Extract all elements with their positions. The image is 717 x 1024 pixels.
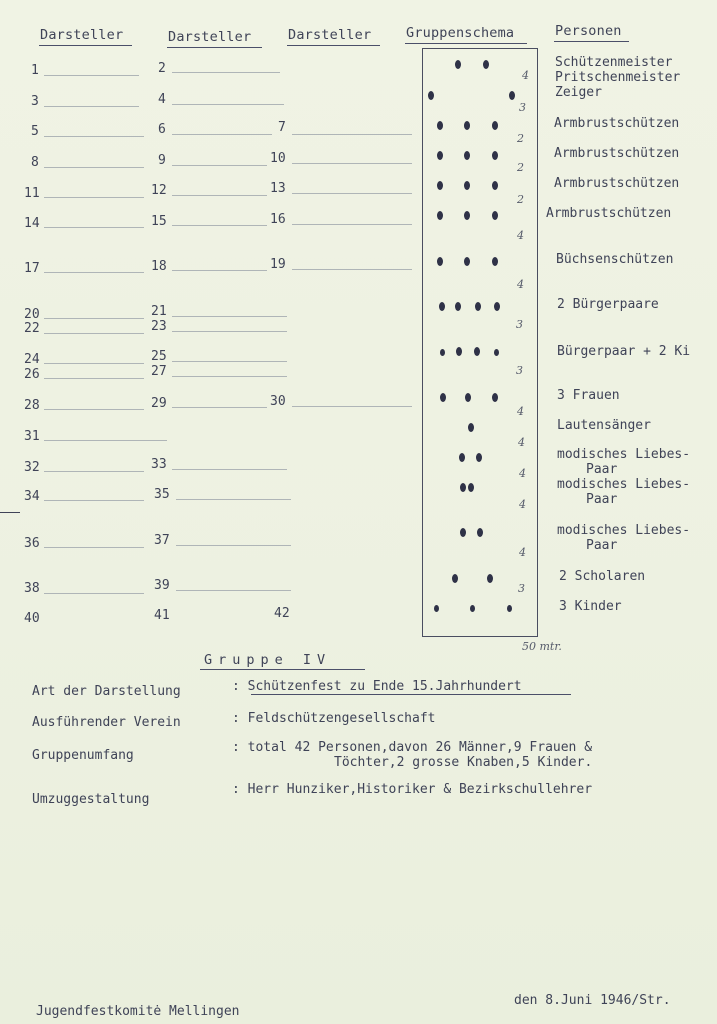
detail-value-darstellung: : Schützenfest zu Ende 15.Jahrhundert	[232, 679, 522, 694]
person-dot	[470, 605, 475, 612]
entry-line	[172, 316, 287, 317]
entry-line	[44, 593, 144, 594]
number-30: 30	[270, 394, 286, 409]
person-dot	[475, 302, 481, 311]
person-dot	[437, 181, 443, 190]
person-dot	[460, 528, 466, 537]
number-3: 3	[31, 94, 39, 109]
number-9: 9	[158, 153, 166, 168]
header-underline	[287, 45, 380, 46]
number-20: 20	[24, 307, 40, 322]
entry-line	[172, 195, 267, 196]
entry-line	[172, 104, 284, 105]
number-12: 12	[151, 183, 167, 198]
entry-line	[172, 72, 280, 73]
person-label: Lautensänger	[557, 418, 651, 433]
entry-line	[44, 318, 144, 319]
header-underline	[405, 43, 527, 44]
entry-line	[44, 197, 144, 198]
number-22: 22	[24, 321, 40, 336]
person-label: 3 Kinder	[559, 599, 622, 614]
spacing-note: 4	[519, 467, 526, 480]
person-dot	[439, 302, 445, 311]
entry-line	[44, 500, 144, 501]
number-28: 28	[24, 398, 40, 413]
number-1: 1	[31, 63, 39, 78]
footer-date: den 8.Juni 1946/Str.	[514, 993, 671, 1008]
number-39: 39	[154, 578, 170, 593]
spacing-note: 2	[517, 161, 524, 174]
entry-line	[44, 333, 144, 334]
person-dot	[456, 347, 462, 356]
detail-value-verein: : Feldschützengesellschaft	[232, 711, 436, 726]
entry-line	[172, 376, 287, 377]
person-dot	[483, 60, 489, 69]
person-dot	[468, 483, 474, 492]
number-41: 41	[154, 608, 170, 623]
detail-label-umfang: Gruppenumfang	[32, 748, 134, 763]
person-dot	[465, 393, 471, 402]
entry-line	[172, 331, 287, 332]
header-personen: Personen	[555, 23, 622, 39]
number-33: 33	[151, 457, 167, 472]
number-34: 34	[24, 489, 40, 504]
number-2: 2	[158, 61, 166, 76]
number-21: 21	[151, 304, 167, 319]
header-gruppenschema: Gruppenschema	[406, 25, 515, 41]
entry-line	[176, 590, 291, 591]
detail-value-umfang-2: Töchter,2 grosse Knaben,5 Kinder.	[334, 755, 593, 770]
group-title-underline	[200, 669, 365, 670]
spacing-note: 4	[517, 405, 524, 418]
person-dot	[492, 151, 498, 160]
number-32: 32	[24, 460, 40, 475]
person-dot	[468, 423, 474, 432]
entry-line	[172, 361, 287, 362]
number-40: 40	[24, 611, 40, 626]
person-dot	[434, 605, 439, 612]
person-dot	[477, 528, 483, 537]
person-dot	[428, 91, 434, 100]
entry-line	[172, 469, 287, 470]
number-35: 35	[154, 487, 170, 502]
person-dot	[437, 121, 443, 130]
person-dot	[459, 453, 465, 462]
entry-line	[292, 224, 412, 225]
person-label: modisches Liebes-	[557, 477, 691, 492]
person-label: Armbrustschützen	[554, 176, 680, 191]
person-label: Armbrustschützen	[546, 206, 672, 221]
number-19: 19	[270, 257, 286, 272]
person-dot	[492, 121, 498, 130]
entry-line	[44, 409, 144, 410]
person-dot	[464, 151, 470, 160]
number-14: 14	[24, 216, 40, 231]
number-29: 29	[151, 396, 167, 411]
spacing-note: 3	[516, 364, 523, 377]
scale-note: 50 mtr.	[522, 640, 562, 653]
entry-line	[172, 225, 267, 226]
number-11: 11	[24, 186, 40, 201]
person-label: Pritschenmeister	[555, 70, 681, 85]
number-16: 16	[270, 212, 286, 227]
header-underline	[554, 41, 629, 42]
number-37: 37	[154, 533, 170, 548]
person-dot	[455, 60, 461, 69]
entry-line	[172, 134, 272, 135]
entry-line	[44, 471, 144, 472]
entry-line	[172, 165, 267, 166]
number-4: 4	[158, 92, 166, 107]
number-13: 13	[270, 181, 286, 196]
header-darsteller-2: Darsteller	[168, 29, 252, 45]
number-15: 15	[151, 214, 167, 229]
spacing-note: 3	[516, 318, 523, 331]
entry-line	[292, 134, 412, 135]
number-5: 5	[31, 124, 39, 139]
person-label: modisches Liebes-	[557, 447, 691, 462]
number-26: 26	[24, 367, 40, 382]
number-18: 18	[151, 259, 167, 274]
person-dot	[460, 483, 466, 492]
detail-value-underline	[251, 694, 571, 695]
spacing-note: 4	[522, 69, 529, 82]
person-dot	[492, 393, 498, 402]
person-dot	[476, 453, 482, 462]
person-label: 3 Frauen	[557, 388, 620, 403]
detail-label-umzug: Umzuggestaltung	[32, 792, 150, 807]
person-dot	[452, 574, 458, 583]
person-label: Paar	[586, 538, 618, 553]
person-dot	[487, 574, 493, 583]
footer-committee: Jugendfestkomitė Mellingen	[36, 1004, 240, 1019]
number-10: 10	[270, 151, 286, 166]
person-dot	[464, 257, 470, 266]
person-label: Büchsenschützen	[556, 252, 674, 267]
person-label: Bürgerpaar + 2 Ki	[557, 344, 691, 359]
person-dot	[440, 393, 446, 402]
number-7: 7	[278, 120, 286, 135]
header-underline	[167, 47, 262, 48]
spacing-note: 4	[517, 229, 524, 242]
entry-line	[292, 193, 412, 194]
entry-line	[292, 163, 412, 164]
spacing-note: 4	[519, 546, 526, 559]
person-label: Paar	[586, 492, 618, 507]
number-17: 17	[24, 261, 40, 276]
person-dot	[440, 349, 445, 356]
spacing-note: 2	[517, 132, 524, 145]
entry-line	[292, 406, 412, 407]
person-dot	[507, 605, 512, 612]
person-label: modisches Liebes-	[557, 523, 691, 538]
entry-line	[44, 227, 144, 228]
person-dot	[494, 349, 499, 356]
person-dot	[494, 302, 500, 311]
detail-label-darstellung: Art der Darstellung	[32, 684, 181, 699]
entry-line	[44, 440, 167, 441]
entry-line	[176, 545, 291, 546]
entry-line	[44, 363, 144, 364]
person-dot	[492, 181, 498, 190]
number-23: 23	[151, 319, 167, 334]
entry-line	[172, 407, 267, 408]
spacing-note: 4	[517, 278, 524, 291]
number-6: 6	[158, 122, 166, 137]
number-31: 31	[24, 429, 40, 444]
number-42: 42	[274, 606, 290, 621]
person-dot	[464, 211, 470, 220]
detail-label-verein: Ausführender Verein	[32, 715, 181, 730]
person-dot	[464, 181, 470, 190]
number-24: 24	[24, 352, 40, 367]
person-dot	[437, 151, 443, 160]
detail-value-umfang: : total 42 Personen,davon 26 Männer,9 Frauen &	[232, 740, 593, 755]
spacing-note: 2	[517, 193, 524, 206]
person-label: 2 Scholaren	[559, 569, 646, 584]
header-underline	[39, 45, 132, 46]
person-dot	[437, 257, 443, 266]
person-label: 2 Bürgerpaare	[557, 297, 659, 312]
person-dot	[492, 257, 498, 266]
entry-line	[176, 499, 291, 500]
entry-line	[44, 75, 139, 76]
person-label: Armbrustschützen	[554, 146, 680, 161]
number-38: 38	[24, 581, 40, 596]
spacing-note: 3	[519, 101, 526, 114]
number-27: 27	[151, 364, 167, 379]
header-darsteller-3: Darsteller	[288, 27, 372, 43]
person-dot	[464, 121, 470, 130]
detail-value-umzug: : Herr Hunziker,Historiker & Bezirkschullehrer	[232, 782, 593, 797]
header-darsteller-1: Darsteller	[40, 27, 124, 43]
number-36: 36	[24, 536, 40, 551]
group-title: Gruppe IV	[204, 652, 332, 668]
person-dot	[437, 211, 443, 220]
entry-line	[44, 106, 139, 107]
spacing-note: 3	[518, 582, 525, 595]
entry-line	[44, 378, 144, 379]
person-dot	[492, 211, 498, 220]
entry-line	[292, 269, 412, 270]
spacing-note: 4	[518, 436, 525, 449]
number-25: 25	[151, 349, 167, 364]
person-dot	[474, 347, 480, 356]
entry-line	[44, 167, 144, 168]
entry-line	[44, 547, 144, 548]
entry-line	[44, 136, 144, 137]
number-8: 8	[31, 155, 39, 170]
person-label: Schützenmeister	[555, 55, 673, 70]
person-dot	[455, 302, 461, 311]
person-label: Zeiger	[555, 85, 602, 100]
person-label: Armbrustschützen	[554, 116, 680, 131]
spacing-note: 4	[519, 498, 526, 511]
entry-line	[44, 272, 144, 273]
person-label: Paar	[586, 462, 618, 477]
entry-line	[172, 270, 267, 271]
person-dot	[509, 91, 515, 100]
margin-mark	[0, 512, 20, 513]
